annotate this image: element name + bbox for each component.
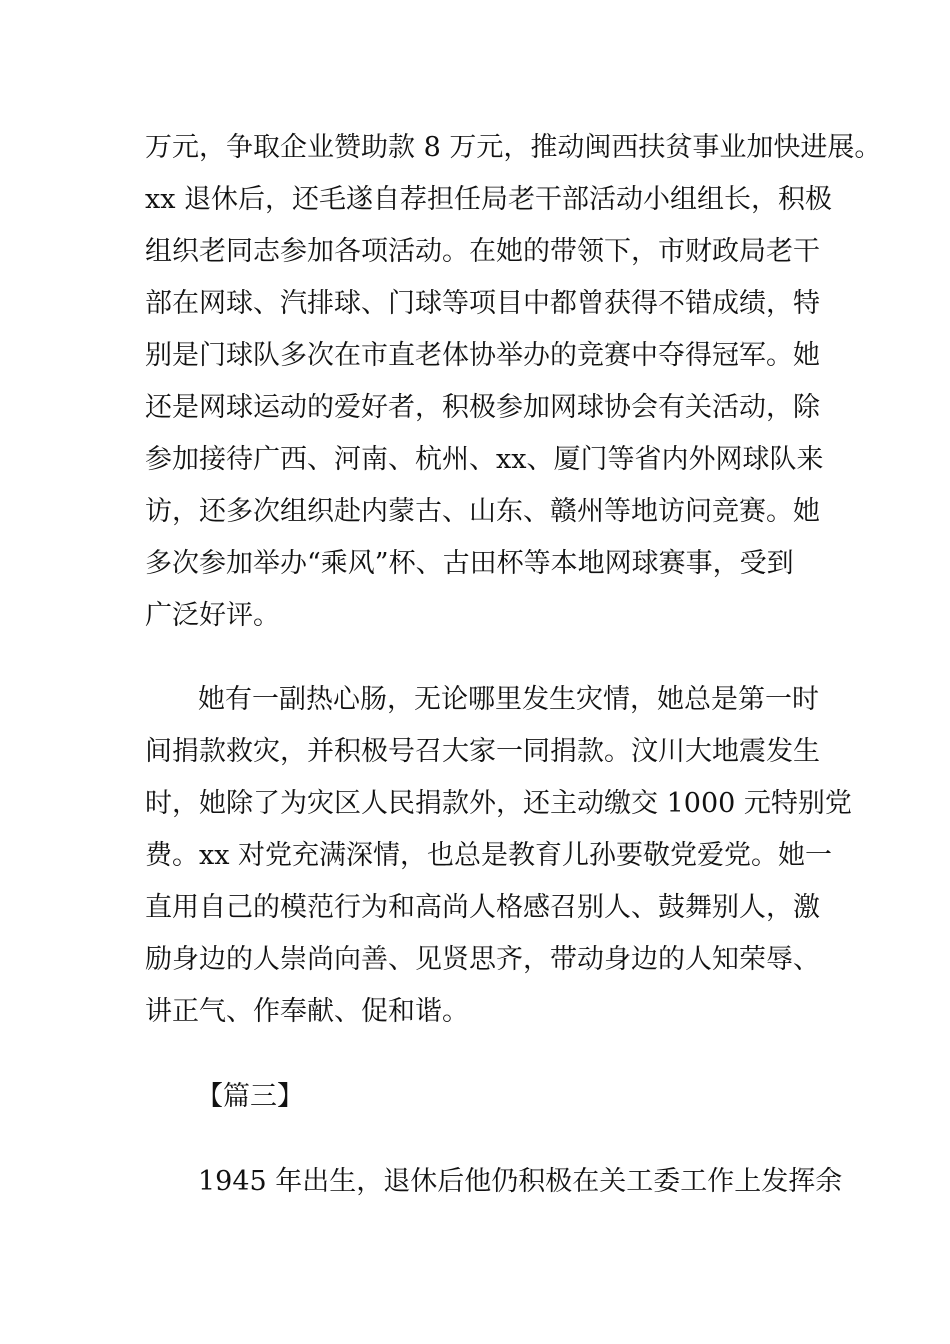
text-line: 还是网球运动的爱好者，积极参加网球协会有关活动，除 bbox=[145, 392, 820, 423]
text-line: 费。xx 对党充满深情，也总是教育儿孙要敬党爱党。她一 bbox=[145, 840, 833, 871]
text-line: 别是门球队多次在市直老体协举办的竞赛中夺得冠军。她 bbox=[145, 340, 820, 371]
text-line: 1945 年出生，退休后他仍积极在关工委工作上发挥余 bbox=[198, 1166, 843, 1197]
section-heading: 【篇三】 bbox=[196, 1081, 304, 1112]
text-line: xx 退休后，还毛遂自荐担任局老干部活动小组组长，积极 bbox=[145, 184, 833, 215]
text-line: 参加接待广西、河南、杭州、xx、厦门等省内外网球队来 bbox=[145, 444, 824, 475]
text-line: 她有一副热心肠，无论哪里发生灾情，她总是第一时 bbox=[198, 684, 819, 715]
text-line: 间捐款救灾，并积极号召大家一同捐款。汶川大地震发生 bbox=[145, 736, 820, 767]
text-line: 万元，争取企业赞助款 8 万元，推动闽西扶贫事业加快进展。 bbox=[145, 132, 882, 163]
text-line: 多次参加举办“乘风”杯、古田杯等本地网球赛事，受到 bbox=[145, 548, 794, 579]
text-line: 组织老同志参加各项活动。在她的带领下，市财政局老干 bbox=[145, 236, 820, 267]
text-line: 励身边的人崇尚向善、见贤思齐，带动身边的人知荣辱、 bbox=[145, 944, 820, 975]
text-line: 广泛好评。 bbox=[145, 600, 280, 631]
text-line: 时，她除了为灾区人民捐款外，还主动缴交 1000 元特别党 bbox=[145, 788, 852, 819]
text-line: 讲正气、作奉献、促和谐。 bbox=[145, 996, 469, 1027]
text-line: 部在网球、汽排球、门球等项目中都曾获得不错成绩，特 bbox=[145, 288, 820, 319]
text-line: 直用自己的模范行为和高尚人格感召别人、鼓舞别人，激 bbox=[145, 892, 820, 923]
text-line: 访，还多次组织赴内蒙古、山东、赣州等地访问竞赛。她 bbox=[145, 496, 820, 527]
